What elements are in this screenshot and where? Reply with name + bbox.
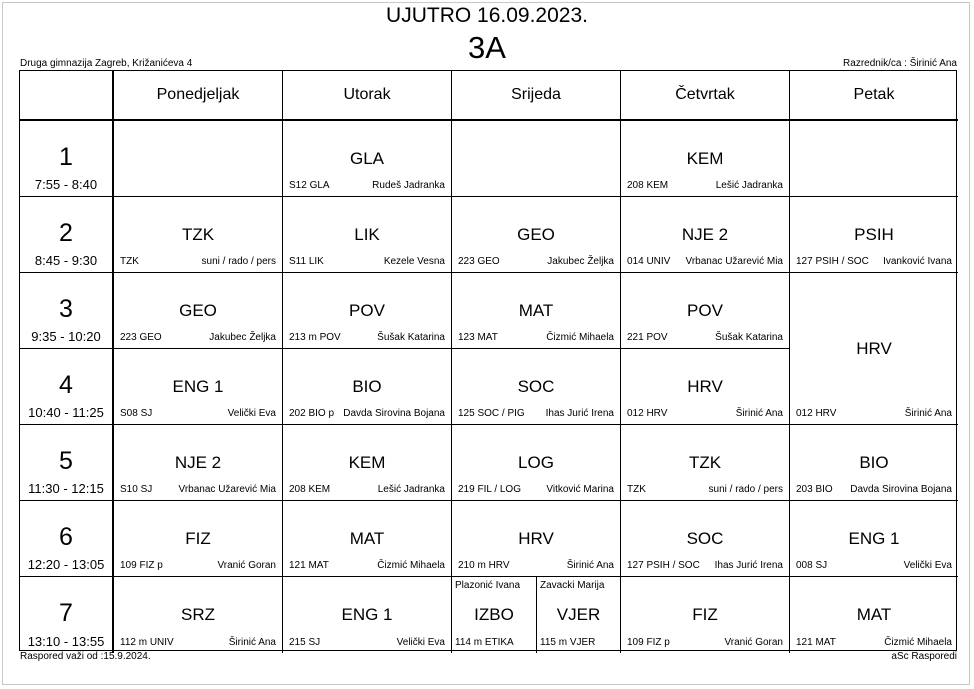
schedule-title: UJUTRO 16.09.2023. — [386, 4, 588, 27]
lesson-cell[interactable] — [621, 577, 790, 653]
lesson-cell[interactable] — [283, 349, 452, 425]
lesson-group-a[interactable] — [452, 577, 536, 653]
lesson-room: 223 GEO — [458, 256, 500, 267]
lesson-subject: HRV — [687, 377, 723, 396]
lesson-subject: KEM — [348, 453, 386, 472]
lesson-teacher: Jakubec Željka — [209, 332, 276, 343]
lesson-cell[interactable] — [114, 501, 283, 577]
lesson-cell[interactable] — [283, 197, 452, 273]
lesson-subject: TZK — [181, 225, 215, 244]
lesson-subject: HRV — [518, 529, 554, 548]
lesson-teacher: Rudeš Jadranka — [372, 180, 445, 191]
lesson-room: 012 HRV — [796, 408, 837, 419]
lesson-teacher: Širinić Ana — [566, 560, 614, 571]
software-credit: aSc Rasporedi — [891, 651, 957, 662]
lesson-room: 115 m VJER — [540, 637, 596, 648]
period-number: 2 — [59, 219, 73, 247]
lesson-room: 215 SJ — [289, 637, 321, 648]
lesson-subject: MAT — [856, 605, 892, 624]
lesson-teacher: Davda Sirovina Bojana — [343, 408, 445, 419]
lesson-cell-split — [452, 577, 621, 653]
period-5 — [20, 425, 114, 501]
lesson-room: 012 HRV — [627, 408, 668, 419]
period-7 — [20, 577, 114, 653]
lesson-room: 123 MAT — [458, 332, 498, 343]
lesson-cell[interactable] — [114, 577, 283, 653]
lesson-room: TZK — [120, 256, 139, 267]
lesson-cell[interactable] — [452, 349, 621, 425]
lesson-cell[interactable] — [621, 425, 790, 501]
lesson-cell[interactable] — [114, 273, 283, 349]
lesson-cell[interactable] — [790, 577, 958, 653]
lesson-cell[interactable] — [114, 197, 283, 273]
lesson-cell[interactable] — [452, 273, 621, 349]
period-time: 9:35 - 10:20 — [31, 329, 101, 344]
lesson-teacher: Ihas Jurić Irena — [714, 560, 783, 571]
lesson-teacher: Velički Eva — [396, 637, 445, 648]
lesson-cell-empty — [114, 121, 283, 197]
lesson-subject: ENG 1 — [848, 529, 900, 548]
period-number: 3 — [59, 295, 73, 323]
lesson-teacher: Čizmić Mihaela — [884, 637, 952, 648]
period-time: 10:40 - 11:25 — [28, 405, 104, 420]
lesson-cell[interactable] — [283, 425, 452, 501]
lesson-teacher: Davda Sirovina Bojana — [850, 484, 952, 495]
lesson-room: 114 m ETIKA — [455, 637, 514, 648]
lesson-cell[interactable] — [452, 425, 621, 501]
lesson-cell[interactable] — [621, 349, 790, 425]
lesson-teacher: Lešić Jadranka — [377, 484, 445, 495]
lesson-room: 221 POV — [627, 332, 668, 343]
timetable-grid — [19, 70, 957, 651]
lesson-subject: LIK — [354, 225, 380, 244]
period-number: 7 — [59, 599, 73, 627]
lesson-subject: SOC — [517, 377, 555, 396]
lesson-room: 127 PSIH / SOC — [796, 256, 869, 267]
lesson-cell[interactable] — [283, 501, 452, 577]
lesson-subject: POV — [687, 301, 723, 320]
lesson-cell[interactable] — [790, 425, 958, 501]
lesson-subject: FIZ — [185, 529, 211, 548]
valid-from-note: Raspored važi od :15.9.2024. — [20, 651, 151, 662]
lesson-subject: HRV — [856, 339, 892, 358]
lesson-teacher: Ivanković Ivana — [883, 256, 952, 267]
lesson-room: S11 LIK — [289, 256, 324, 267]
period-number: 1 — [59, 143, 73, 171]
lesson-cell[interactable] — [283, 121, 452, 197]
lesson-room: 202 BIO p — [289, 408, 335, 419]
period-number: 5 — [59, 447, 73, 475]
lesson-subject: POV — [349, 301, 385, 320]
lesson-cell-empty — [452, 121, 621, 197]
lesson-teacher: Širinić Ana — [904, 408, 952, 419]
lesson-room: 213 m POV — [289, 332, 341, 343]
corner-cell — [20, 71, 114, 121]
lesson-teacher: Kezele Vesna — [383, 256, 445, 267]
period-4 — [20, 349, 114, 425]
lesson-teacher: suni / rado / pers — [201, 256, 276, 267]
period-3 — [20, 273, 114, 349]
lesson-subject: VJER — [556, 605, 601, 624]
lesson-teacher: Vrbanac Užarević Mia — [178, 484, 276, 495]
lesson-room: 112 m UNIV — [120, 637, 174, 648]
lesson-room: 125 SOC / PIG — [458, 408, 525, 419]
lesson-subject: PSIH — [854, 225, 894, 244]
lesson-subject: GLA — [349, 149, 385, 168]
lesson-subject: BIO — [859, 453, 889, 472]
lesson-cell[interactable] — [621, 197, 790, 273]
period-number: 4 — [59, 371, 73, 399]
lesson-room: 121 MAT — [796, 637, 836, 648]
lesson-cell[interactable] — [452, 501, 621, 577]
day-header-monday: Ponedjeljak — [114, 71, 283, 121]
lesson-subject: NJE 2 — [681, 225, 729, 244]
lesson-cell[interactable] — [790, 501, 958, 577]
lesson-teacher: suni / rado / pers — [708, 484, 783, 495]
lesson-cell[interactable] — [114, 349, 283, 425]
lesson-cell-double[interactable] — [790, 273, 958, 425]
lesson-teacher: Ihas Jurić Irena — [545, 408, 614, 419]
lesson-subject: LOG — [518, 453, 554, 472]
lesson-room: 208 KEM — [627, 180, 669, 191]
lesson-subject: SRZ — [181, 605, 215, 624]
period-time: 11:30 - 12:15 — [28, 481, 104, 496]
lesson-subject: BIO — [352, 377, 382, 396]
lesson-subject: TZK — [688, 453, 722, 472]
period-time: 7:55 - 8:40 — [34, 177, 98, 192]
lesson-cell[interactable] — [621, 121, 790, 197]
lesson-room: 219 FIL / LOG — [458, 484, 521, 495]
lesson-subject: SOC — [686, 529, 724, 548]
lesson-cell[interactable] — [621, 501, 790, 577]
lesson-subject: NJE 2 — [174, 453, 222, 472]
period-time: 13:10 - 13:55 — [27, 634, 105, 649]
lesson-group-b[interactable] — [536, 577, 620, 653]
lesson-teacher: Šušak Katarina — [377, 332, 445, 343]
period-1 — [20, 121, 114, 197]
lesson-teacher: Velički Eva — [903, 560, 952, 571]
lesson-teacher: Širinić Ana — [228, 637, 276, 648]
lesson-room: S08 SJ — [120, 408, 153, 419]
lesson-teacher: Čizmić Mihaela — [546, 332, 614, 343]
period-2 — [20, 197, 114, 273]
lesson-room: 014 UNIV — [627, 256, 671, 267]
period-number: 6 — [59, 523, 73, 551]
lesson-room: 109 FIZ p — [627, 637, 670, 648]
lesson-subject: GEO — [179, 301, 217, 320]
lesson-room: 208 KEM — [289, 484, 331, 495]
day-header-friday: Petak — [790, 71, 958, 121]
lesson-teacher: Šušak Katarina — [715, 332, 783, 343]
lesson-teacher: Čizmić Mihaela — [377, 560, 445, 571]
lesson-subject: FIZ — [692, 605, 718, 624]
lesson-teacher: Vranić Goran — [724, 637, 783, 648]
lesson-room: S10 SJ — [120, 484, 153, 495]
lesson-cell[interactable] — [452, 197, 621, 273]
lesson-subject: KEM — [686, 149, 724, 168]
lesson-subject: MAT — [518, 301, 554, 320]
lesson-subject: IZBO — [474, 605, 514, 624]
lesson-room: 008 SJ — [796, 560, 828, 571]
lesson-room: S12 GLA — [289, 180, 330, 191]
period-time: 12:20 - 13:05 — [27, 557, 105, 572]
lesson-room: TZK — [627, 484, 646, 495]
lesson-teacher: Vranić Goran — [217, 560, 276, 571]
homeroom-teacher: Razrednik/ca : Širinić Ana — [843, 58, 957, 69]
lesson-teacher: Zavacki Marija — [540, 580, 605, 591]
lesson-cell[interactable] — [114, 425, 283, 501]
lesson-teacher: Lešić Jadranka — [715, 180, 783, 191]
lesson-room: 203 BIO — [796, 484, 833, 495]
lesson-teacher: Vitković Marina — [546, 484, 614, 495]
lesson-teacher: Širinić Ana — [735, 408, 783, 419]
lesson-teacher: Velički Eva — [227, 408, 276, 419]
lesson-subject: GEO — [517, 225, 555, 244]
lesson-subject: ENG 1 — [341, 605, 393, 624]
lesson-room: 223 GEO — [120, 332, 162, 343]
period-time: 8:45 - 9:30 — [34, 253, 98, 268]
lesson-room: 109 FIZ p — [120, 560, 163, 571]
lesson-teacher: Vrbanac Užarević Mia — [685, 256, 783, 267]
lesson-teacher: Plazonić Ivana — [455, 580, 521, 591]
day-header-wednesday: Srijeda — [452, 71, 621, 121]
lesson-room: 210 m HRV — [458, 560, 510, 571]
lesson-teacher: Jakubec Željka — [547, 256, 614, 267]
lesson-cell-empty — [790, 121, 958, 197]
class-name: 3A — [468, 30, 506, 65]
day-header-tuesday: Utorak — [283, 71, 452, 121]
lesson-cell[interactable] — [790, 197, 958, 273]
day-header-thursday: Četvrtak — [621, 71, 790, 121]
lesson-room: 121 MAT — [289, 560, 329, 571]
lesson-subject: MAT — [349, 529, 385, 548]
lesson-room: 127 PSIH / SOC — [627, 560, 700, 571]
school-name: Druga gimnazija Zagreb, Križanićeva 4 — [20, 58, 193, 69]
lesson-cell[interactable] — [621, 273, 790, 349]
lesson-cell[interactable] — [283, 273, 452, 349]
lesson-cell[interactable] — [283, 577, 452, 653]
lesson-subject: ENG 1 — [172, 377, 224, 396]
period-6 — [20, 501, 114, 577]
